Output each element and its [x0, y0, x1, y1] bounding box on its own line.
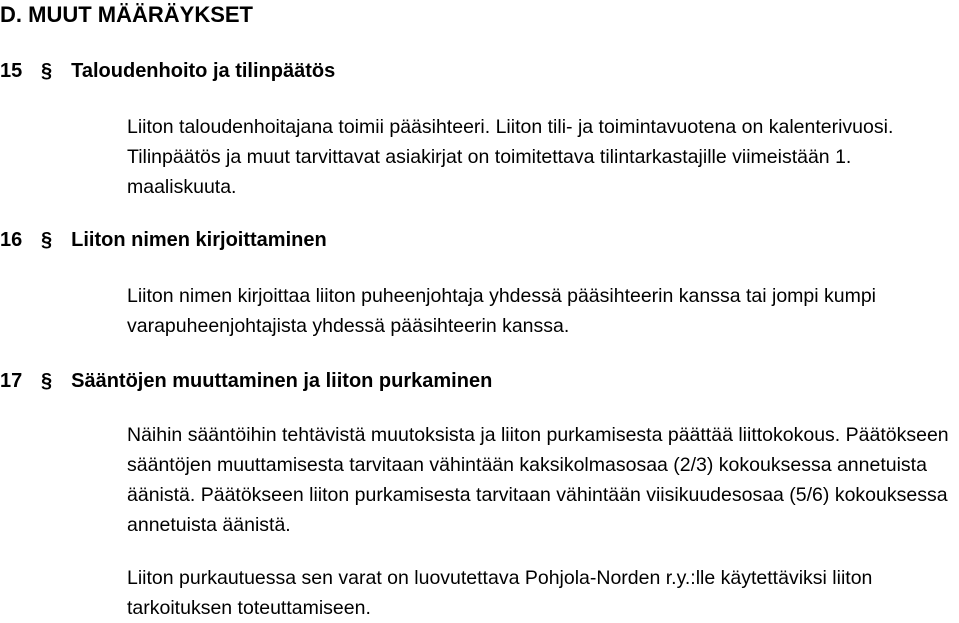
section-16-paragraph-1: Liiton nimen kirjoittaa liiton puheenjohtaja yhdessä pääsihteerin kanssa tai jompi kumpi varapuheenjohtajista yhdessä pääsihteerin kanssa.	[127, 285, 877, 337]
section-sign-icon: §	[41, 229, 53, 251]
section-title: Liiton nimen kirjoittaminen	[71, 229, 327, 251]
section-15-paragraph-1: Liiton taloudenhoitajana toimii pääsihteeri. Liiton tili- ja toimintavuotena on kalenterivuosi. Tilinpäätös ja muut tarvittavat asiakirjat on toimitettava tilintarkastajille viimeistään 1. maaliskuuta.	[127, 116, 894, 198]
section-17-heading	[0, 367, 492, 395]
section-16-heading	[0, 226, 327, 254]
section-number: 17	[0, 370, 23, 392]
section-title: Sääntöjen muuttaminen ja liiton purkaminen	[71, 370, 493, 392]
section-number: 15	[0, 60, 23, 82]
section-17-paragraph-2: Liiton purkautuessa sen varat on luovutettava Pohjola-Norden r.y.:lle käytettäviksi liiton tarkoituksen toteuttamiseen.	[127, 567, 873, 619]
section-sign-icon: §	[41, 60, 53, 82]
section-15-heading	[0, 57, 335, 85]
section-sign-icon: §	[41, 370, 53, 392]
section-17-paragraph-1: Näihin sääntöihin tehtävistä muutoksista ja liiton purkamisesta päättää liittokokous. Päätökseen sääntöjen muuttamisesta tarvitaan vähintään kaksikolmasosaa (2/3) kokouksessa annetuista äänistä. Päätökseen liiton purkamisesta tarvitaan vähintään viisikuudesosaa (5/6) kokouksessa annetuista äänistä.	[127, 424, 949, 536]
section-title: Taloudenhoito ja tilinpäätös	[71, 60, 336, 82]
page-title: D. MUUT MÄÄRÄYKSET	[0, 2, 253, 27]
section-number: 16	[0, 229, 23, 251]
